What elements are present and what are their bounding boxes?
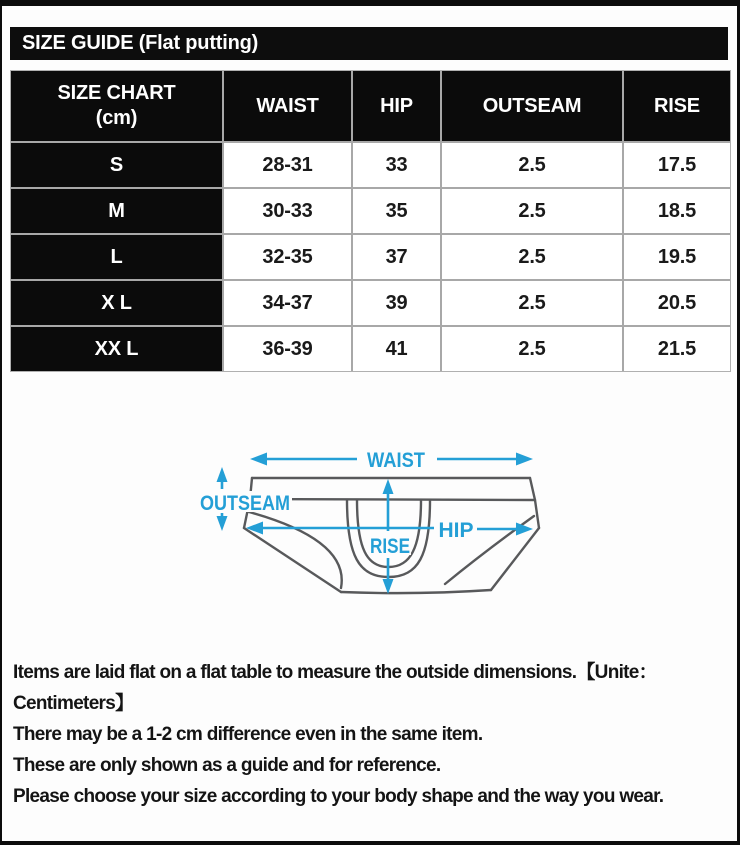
- row-size-label: L: [11, 235, 222, 279]
- cell-waist: 32-35: [224, 235, 351, 279]
- cell-hip: 39: [353, 281, 440, 325]
- cell-outseam: 2.5: [442, 143, 622, 187]
- header-outseam: OUTSEAM: [442, 71, 622, 141]
- cell-hip: 33: [353, 143, 440, 187]
- header-waist: WAIST: [224, 71, 351, 141]
- size-guide-title-bar: [10, 27, 728, 60]
- note-line: Items are laid flat on a flat table to measure the outside dimensions.【Unite：: [13, 662, 657, 683]
- note-line: These are only shown as a guide and for reference.: [13, 755, 441, 776]
- hip-measure-arrow: [246, 522, 533, 536]
- measurement-diagram: [0, 430, 740, 645]
- cell-outseam: 2.5: [442, 235, 622, 279]
- cell-hip: 41: [353, 327, 440, 371]
- note-line: There may be a 1-2 cm difference even in the same item.: [13, 724, 483, 745]
- header-size-chart-line2: (cm): [95, 107, 138, 129]
- row-size-label: M: [11, 189, 222, 233]
- header-rise: RISE: [624, 71, 730, 141]
- cell-outseam: 2.5: [442, 327, 622, 371]
- outseam-label: OUTSEAM: [200, 492, 290, 515]
- row-size-label: XX L: [11, 327, 222, 371]
- page-border-top: [0, 0, 740, 6]
- cell-outseam: 2.5: [442, 189, 622, 233]
- cell-waist: 36-39: [224, 327, 351, 371]
- header-size-chart: [11, 71, 222, 141]
- cell-rise: 17.5: [624, 143, 730, 187]
- cell-waist: 30-33: [224, 189, 351, 233]
- note-line: Centimeters】: [13, 693, 134, 714]
- waist-label: WAIST: [367, 449, 426, 472]
- page-border-left: [0, 0, 2, 845]
- size-guide-title: SIZE GUIDE (Flat putting): [22, 32, 259, 54]
- header-size-chart-line1: SIZE CHART: [57, 82, 176, 104]
- measurement-notes: [13, 657, 728, 812]
- cell-rise: 19.5: [624, 235, 730, 279]
- header-hip: HIP: [353, 71, 440, 141]
- cell-rise: 18.5: [624, 189, 730, 233]
- cell-waist: 28-31: [224, 143, 351, 187]
- hip-label: HIP: [438, 519, 474, 542]
- cell-rise: 21.5: [624, 327, 730, 371]
- cell-hip: 35: [353, 189, 440, 233]
- size-chart-table: [10, 70, 731, 372]
- cell-outseam: 2.5: [442, 281, 622, 325]
- row-size-label: X L: [11, 281, 222, 325]
- cell-waist: 34-37: [224, 281, 351, 325]
- note-line: Please choose your size according to your body shape and the way you wear.: [13, 786, 664, 807]
- cell-rise: 20.5: [624, 281, 730, 325]
- cell-hip: 37: [353, 235, 440, 279]
- row-size-label: S: [11, 143, 222, 187]
- rise-label: RISE: [370, 535, 410, 558]
- page-border-bottom: [0, 841, 740, 845]
